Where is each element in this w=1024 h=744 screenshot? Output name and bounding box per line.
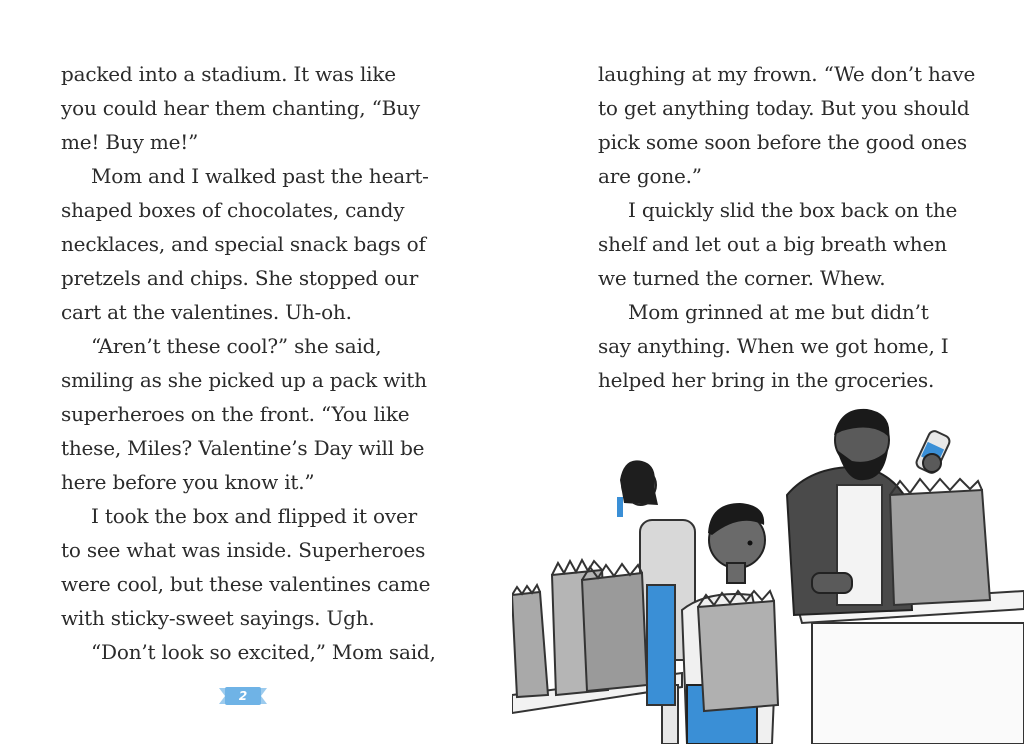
right-page bbox=[512, 0, 1024, 744]
page-number: 2 bbox=[238, 689, 248, 703]
text-line: with sticky-sweet sayings. Ugh. bbox=[61, 606, 375, 630]
text-line: pick some soon before the good ones bbox=[598, 130, 967, 154]
text-line: “Aren’t these cool?” she said, bbox=[91, 334, 382, 358]
left-page-text bbox=[61, 57, 436, 669]
grocery-bag bbox=[512, 585, 548, 697]
text-line: “Don’t look so excited,” Mom said, bbox=[91, 640, 436, 664]
text-line: are gone.” bbox=[598, 164, 702, 188]
text-line: superheroes on the front. “You like bbox=[61, 402, 410, 426]
text-line: Mom and I walked past the heart- bbox=[91, 164, 429, 188]
grocery-bag bbox=[698, 591, 778, 711]
text-line: to get anything today. But you should bbox=[598, 96, 970, 120]
text-line: necklaces, and special snack bags of bbox=[61, 232, 426, 256]
text-line: pretzels and chips. She stopped our bbox=[61, 266, 419, 290]
grocery-bag bbox=[582, 564, 647, 691]
text-line: here before you know it.” bbox=[61, 470, 315, 494]
text-line: shaped boxes of chocolates, candy bbox=[61, 198, 405, 222]
text-line: shelf and let out a big breath when bbox=[598, 232, 947, 256]
text-line: I took the box and flipped it over bbox=[91, 504, 417, 528]
text-line: helped her bring in the groceries. bbox=[598, 368, 935, 392]
grocery-bag bbox=[890, 479, 990, 605]
grocery-illustration bbox=[512, 395, 1024, 744]
text-line: packed into a stadium. It was like bbox=[61, 62, 396, 86]
text-line: smiling as she picked up a pack with bbox=[61, 368, 427, 392]
right-page-text bbox=[598, 57, 975, 397]
text-line: these, Miles? Valentine’s Day will be bbox=[61, 436, 425, 460]
text-line: I quickly slid the box back on the bbox=[628, 198, 958, 222]
text-line: say anything. When we got home, I bbox=[598, 334, 949, 358]
text-line: cart at the valentines. Uh-oh. bbox=[61, 300, 352, 324]
page-number-badge bbox=[219, 686, 267, 706]
text-line: we turned the corner. Whew. bbox=[598, 266, 886, 290]
text-line: were cool, but these valentines came bbox=[61, 572, 431, 596]
text-line: laughing at my frown. “We don’t have bbox=[598, 62, 976, 86]
text-line: to see what was inside. Superheroes bbox=[61, 538, 426, 562]
text-line: you could hear them chanting, “Buy bbox=[61, 96, 420, 120]
text-line: Mom grinned at me but didn’t bbox=[628, 300, 929, 324]
text-line: me! Buy me!” bbox=[61, 130, 199, 154]
